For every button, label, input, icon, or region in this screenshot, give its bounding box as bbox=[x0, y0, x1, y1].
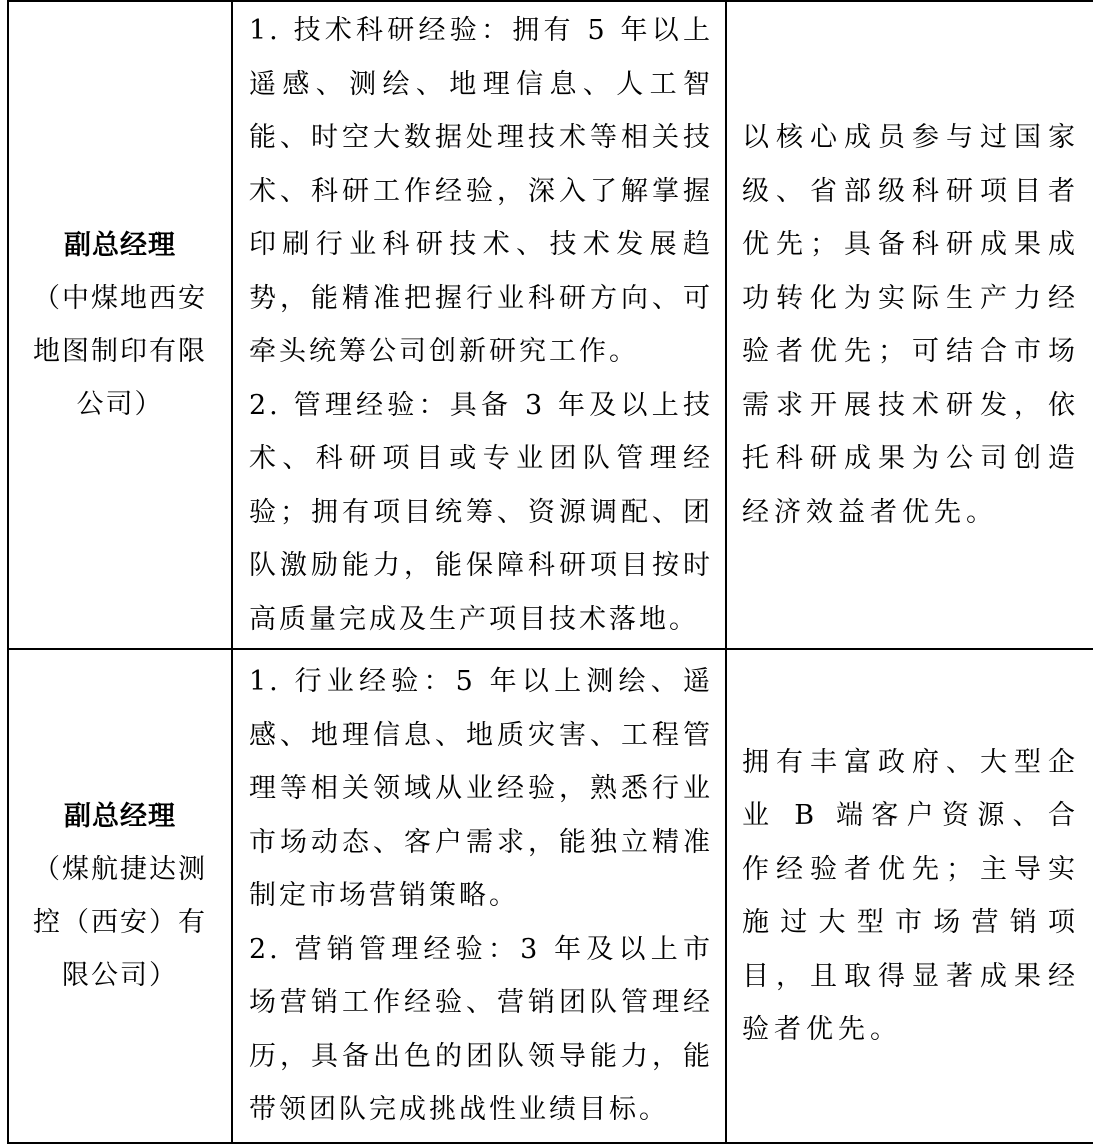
company-name: （中煤地西安地图制印有限公司） bbox=[33, 283, 207, 420]
requirement-item: 2. 管理经验：具备 3 年及以上技术、科研项目或专业团队管理经验；拥有项目统筹、资源调配、团队激励能力，能保障科研项目按时高质量完成及生产项目技术落地。 bbox=[249, 389, 713, 635]
table-row bbox=[8, 1, 1093, 649]
requirement-item: 1. 技术科研经验：拥有 5 年以上遥感、测绘、地理信息、人工智能、时空大数据处理技术等相关技术、科研工作经验，深入了解掌握印刷行业科研技术、技术发展趋势，能精准把握行业科研方向、可牵头统筹公司创新研究工作。 bbox=[249, 15, 713, 367]
requirements-cell bbox=[232, 649, 726, 1143]
requirement-item: 1. 行业经验：5 年以上测绘、遥感、地理信息、地质灾害、工程管理等相关领域从业经验，熟悉行业市场动态、客户需求，能独立精准制定市场营销策略。 bbox=[249, 666, 713, 912]
preferred-text: 拥有丰富政府、大型企业 B 端客户资源、合作经验者优先；主导实施过大型市场营销项目，且取得显著成果经验者优先。 bbox=[742, 746, 1080, 1045]
job-requirements-table bbox=[7, 0, 1093, 1144]
position-cell bbox=[8, 649, 232, 1143]
preferred-text: 以核心成员参与过国家级、省部级科研项目者优先；具备科研成果成功转化为实际生产力经验者优先；可结合市场需求开展技术研发，依托科研成果为公司创造经济效益者优先。 bbox=[742, 122, 1080, 528]
company-name: （煤航捷达测控（西安）有限公司） bbox=[33, 854, 207, 991]
preferred-cell bbox=[726, 1, 1093, 649]
requirements-cell bbox=[232, 1, 726, 649]
position-cell bbox=[8, 1, 232, 649]
position-title: 副总经理 bbox=[64, 230, 176, 261]
preferred-cell bbox=[726, 649, 1093, 1143]
requirement-item: 2. 营销管理经验：3 年及以上市场营销工作经验、营销团队管理经历，具备出色的团队领导能力，能带领团队完成挑战性业绩目标。 bbox=[249, 933, 713, 1126]
table-row bbox=[8, 649, 1093, 1143]
position-title: 副总经理 bbox=[64, 801, 176, 832]
